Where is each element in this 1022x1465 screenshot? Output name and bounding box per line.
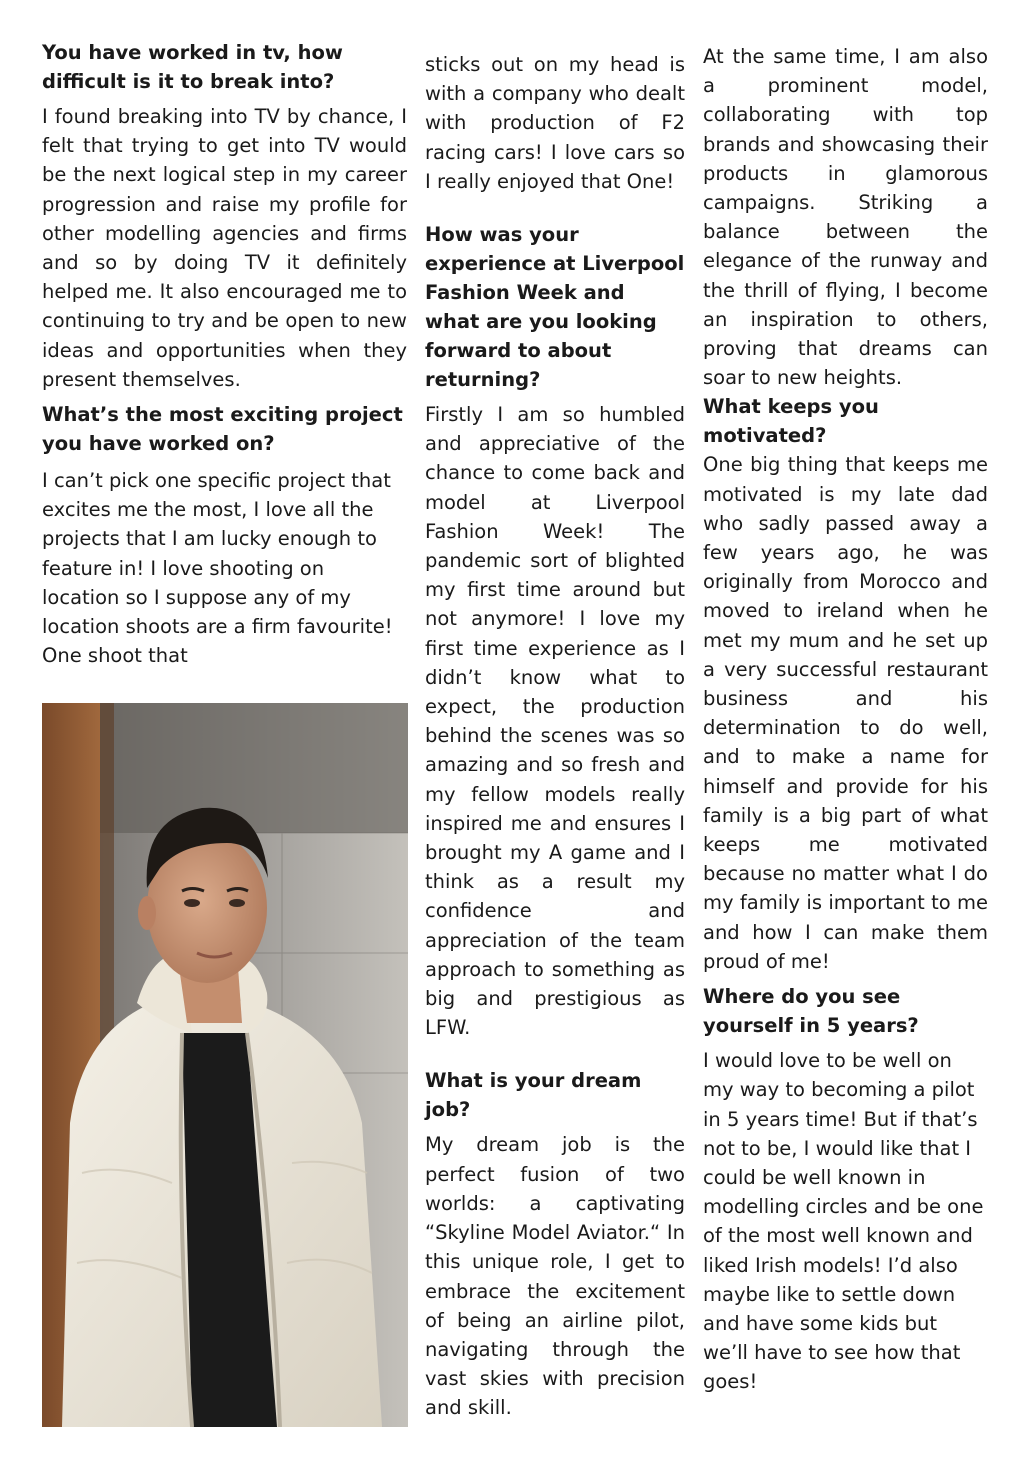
- answer-dream-job: My dream job is the perfect fusion of two worlds: a captivating “Skyline Model Aviator.“ In this unique role, I get to embrace the excitement of being an airline pilot, navigating through the vast skies with precision and skill.: [425, 1133, 685, 1420]
- question-exciting-project: What’s the most exciting project you have worked on?: [42, 403, 403, 456]
- column-2: [425, 50, 685, 1423]
- answer-tv: I found breaking into TV by chance, I felt that trying to get into TV would be the next logical step in my career progression and raise my profile for other modelling agencies and firms and so by doing TV it definitely helped me. It also encouraged me to continuing to try and be open to new ideas and opportunities when they present themselves.: [42, 105, 407, 391]
- question-five-years: Where do you see yourself in 5 years?: [703, 985, 919, 1038]
- answer-dream-job-continued: At the same time, I am also a prominent model, collaborating with top brands and showcasing their products in glamorous campaigns. Striking a balance between the elegance of the runway and the thrill of flying, I become an inspiration to others, proving that dreams can soar to new heights.: [703, 45, 988, 390]
- question-tv: You have worked in tv, how difficult is it to break into?: [42, 41, 343, 93]
- question-motivation: What keeps you motivated?: [703, 395, 879, 448]
- answer-exciting-project: I can’t pick one specific project that excites me the most, I love all the projects that I am lucky enough to feature in! I love shooting on location so I suppose any of my location shoots are a firm favourite! One shoot that: [42, 469, 393, 668]
- question-dream-job: What is your dream job?: [425, 1069, 642, 1122]
- column-1: [42, 38, 407, 670]
- answer-motivation: One big thing that keeps me motivated is my late dad who sadly passed away a few years ago, he was originally from Morocco and moved to ireland when he met my mum and he set up a very successful restaurant business and his determination to do well, and to make a name for himself and provide for his family is a big part of what keeps me motivated because no matter what I do my family is important to me and how I can make them proud of me!: [703, 453, 988, 973]
- question-liverpool-fashion-week: How was your experience at Liverpool Fashion Week and what are you looking forward to about returning?: [425, 223, 685, 392]
- answer-liverpool-fashion-week: Firstly I am so humbled and appreciative of the chance to come back and model at Liverpool Fashion Week! The pandemic sort of blighted my first time around but not anymore! I love my first time experience as I didn’t know what to expect, the production behind the scenes was so amazing and so fresh and my fellow models really inspired me and ensures I brought my A game and I think as a result my confidence and appreciation of the team approach to something as big and prestigious as LFW.: [425, 403, 685, 1040]
- answer-exciting-project-continued: sticks out on my head is with a company who dealt with production of F2 racing cars! I love cars so I really enjoyed that One!: [425, 53, 685, 193]
- column-3: [703, 42, 988, 1397]
- portrait-photo: [42, 703, 408, 1427]
- answer-five-years: I would love to be well on my way to becoming a pilot in 5 years time! But if that’s not to be, I would like that I could be well known in modelling circles and be one of the most well known and liked Irish models! I’d also maybe like to settle down and have some kids but we’ll have to see how that goes!: [703, 1049, 984, 1394]
